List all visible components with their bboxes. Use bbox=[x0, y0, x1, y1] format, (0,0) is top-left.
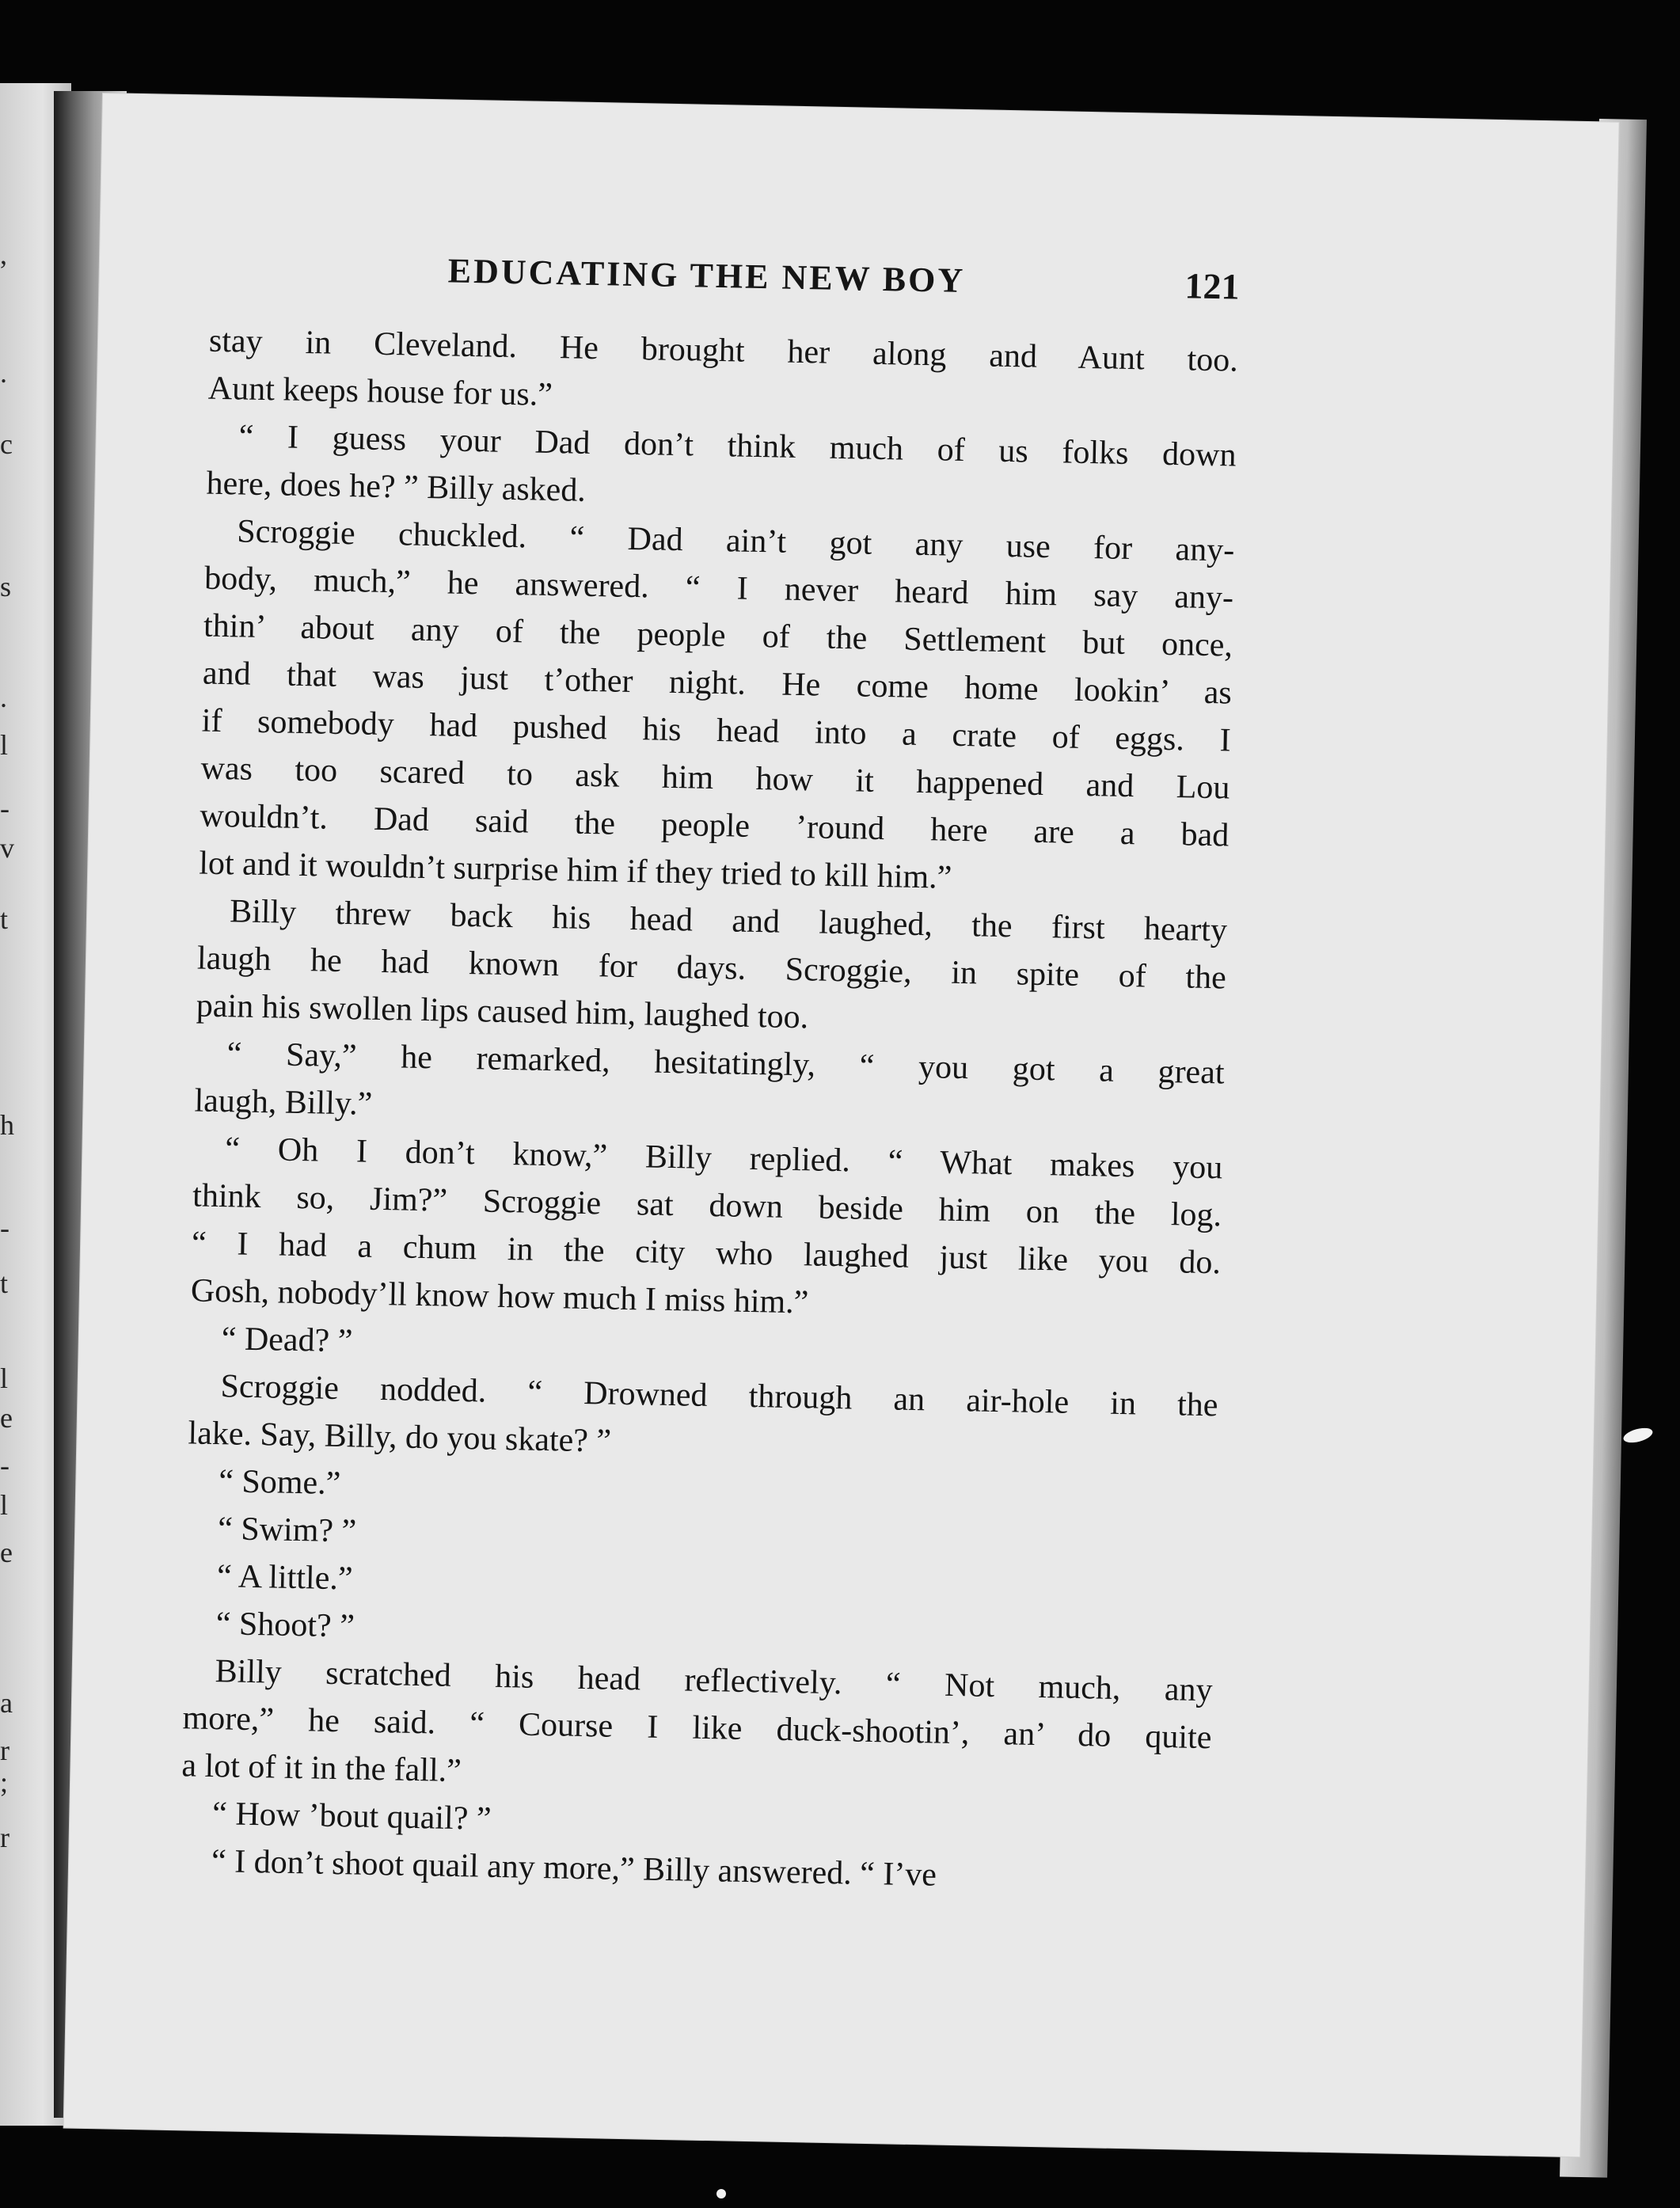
text-line: think so, Jim?” Scroggie sat down beside him on the log. bbox=[192, 1177, 1222, 1234]
text-line: lake. Say, Billy, do you skate? ” bbox=[188, 1415, 612, 1460]
text-line: stay in Cleveland. He brought her along and Aunt too. bbox=[208, 322, 1239, 379]
paragraph bbox=[188, 1362, 1218, 1476]
facing-page-fragment: - bbox=[0, 1212, 10, 1244]
page-number: 121 bbox=[1184, 265, 1241, 307]
text-line: here, does he? ” Billy asked. bbox=[206, 465, 587, 509]
text-line: “ Swim? ” bbox=[217, 1511, 357, 1550]
facing-page-fragment: . bbox=[0, 357, 7, 389]
text-line: pain his swollen lips caused him, laughed too. bbox=[196, 987, 809, 1036]
text-line: lot and it wouldn’t surprise him if they tried to kill him.” bbox=[198, 845, 952, 896]
facing-page-fragment: , bbox=[0, 238, 7, 270]
text-line: Aunt keeps house for us.” bbox=[207, 370, 553, 413]
facing-page-fragment: . bbox=[0, 682, 7, 713]
text-line: more,” he said. “ Course I like duck-shootin’, an’ do quite bbox=[182, 1700, 1212, 1757]
facing-page-fragment: v bbox=[0, 832, 14, 864]
text-line: “ Shoot? ” bbox=[215, 1606, 355, 1645]
text-line: “ Oh I don’t know,” Billy replied. “ What makes you bbox=[224, 1131, 1223, 1187]
text-line: Gosh, nobody’ll know how much I miss him.” bbox=[190, 1272, 809, 1321]
text-line: “ A little.” bbox=[216, 1558, 353, 1598]
text-line: laugh he had known for days. Scroggie, in spite of the bbox=[196, 940, 1227, 997]
paragraph bbox=[190, 1124, 1222, 1334]
text-line: and that was just t’other night. He come home lookin’ as bbox=[202, 655, 1233, 712]
page-content bbox=[180, 246, 1240, 1905]
text-line: “ Say,” he remarked, hesitatingly, “ you got a great bbox=[226, 1036, 1225, 1092]
text-line: “ Dead? ” bbox=[221, 1321, 353, 1360]
text-line: was too scared to ask him how it happened and Lou bbox=[200, 750, 1230, 807]
dust-speck bbox=[1622, 1425, 1655, 1445]
text-line: wouldn’t. Dad said the people ’round here are a bad bbox=[200, 797, 1230, 854]
facing-page-fragment: e bbox=[0, 1402, 13, 1434]
facing-page-fragment: - bbox=[0, 1450, 10, 1481]
facing-page-fragment: t bbox=[0, 1267, 9, 1299]
facing-page-fragment: r bbox=[0, 1822, 10, 1853]
facing-page-fragment: l bbox=[0, 729, 9, 761]
facing-page-fragment: s bbox=[0, 571, 12, 602]
facing-page-fragment: r bbox=[0, 1735, 10, 1766]
text-line: Scroggie chuckled. “ Dad ain’t got any use for any- bbox=[236, 513, 1235, 569]
facing-page-fragment: c bbox=[0, 428, 13, 460]
paragraph bbox=[181, 1647, 1213, 1809]
text-line: “ I had a chum in the city who laughed just like you do. bbox=[191, 1225, 1222, 1282]
body-text bbox=[180, 317, 1239, 1905]
paragraph bbox=[196, 887, 1227, 1050]
facing-page-fragment: h bbox=[0, 1109, 14, 1141]
text-line: “ Some.” bbox=[218, 1463, 341, 1503]
book-page bbox=[64, 93, 1619, 2157]
text-line: if somebody had pushed his head into a crate of eggs. I bbox=[201, 702, 1232, 759]
text-line: thin’ about any of the people of the Settlement but once, bbox=[203, 607, 1233, 664]
text-line: “ I guess your Dad don’t think much of us folks down bbox=[238, 418, 1237, 474]
text-line: laugh, Billy.” bbox=[194, 1082, 373, 1123]
text-line: “ How ’bout quail? ” bbox=[211, 1796, 492, 1837]
running-head: EDUCATING THE NEW BOY bbox=[447, 251, 966, 300]
dust-speck bbox=[716, 2189, 726, 2198]
text-line: Billy threw back his head and laughed, the first hearty bbox=[229, 893, 1228, 949]
paragraph bbox=[199, 507, 1235, 907]
facing-page-fragment: l bbox=[0, 1489, 9, 1521]
facing-page-fragment: - bbox=[0, 792, 10, 824]
text-line: body, much,” he answered. “ I never heard him say any- bbox=[203, 560, 1234, 617]
facing-page-fragment: e bbox=[0, 1537, 13, 1568]
text-line: “ I don’t shoot quail any more,” Billy answered. “ I’ve bbox=[211, 1843, 937, 1894]
text-line: Scroggie nodded. “ Drowned through an air-hole in the bbox=[220, 1368, 1218, 1424]
facing-page-fragment: t bbox=[0, 903, 9, 935]
text-line: a lot of it in the fall.” bbox=[181, 1747, 462, 1790]
text-line: Billy scratched his head reflectively. “ Not much, any bbox=[215, 1653, 1213, 1709]
facing-page-fragment: ; bbox=[0, 1766, 9, 1798]
facing-page-fragment: a bbox=[0, 1687, 13, 1719]
facing-page-fragment: l bbox=[0, 1362, 9, 1394]
